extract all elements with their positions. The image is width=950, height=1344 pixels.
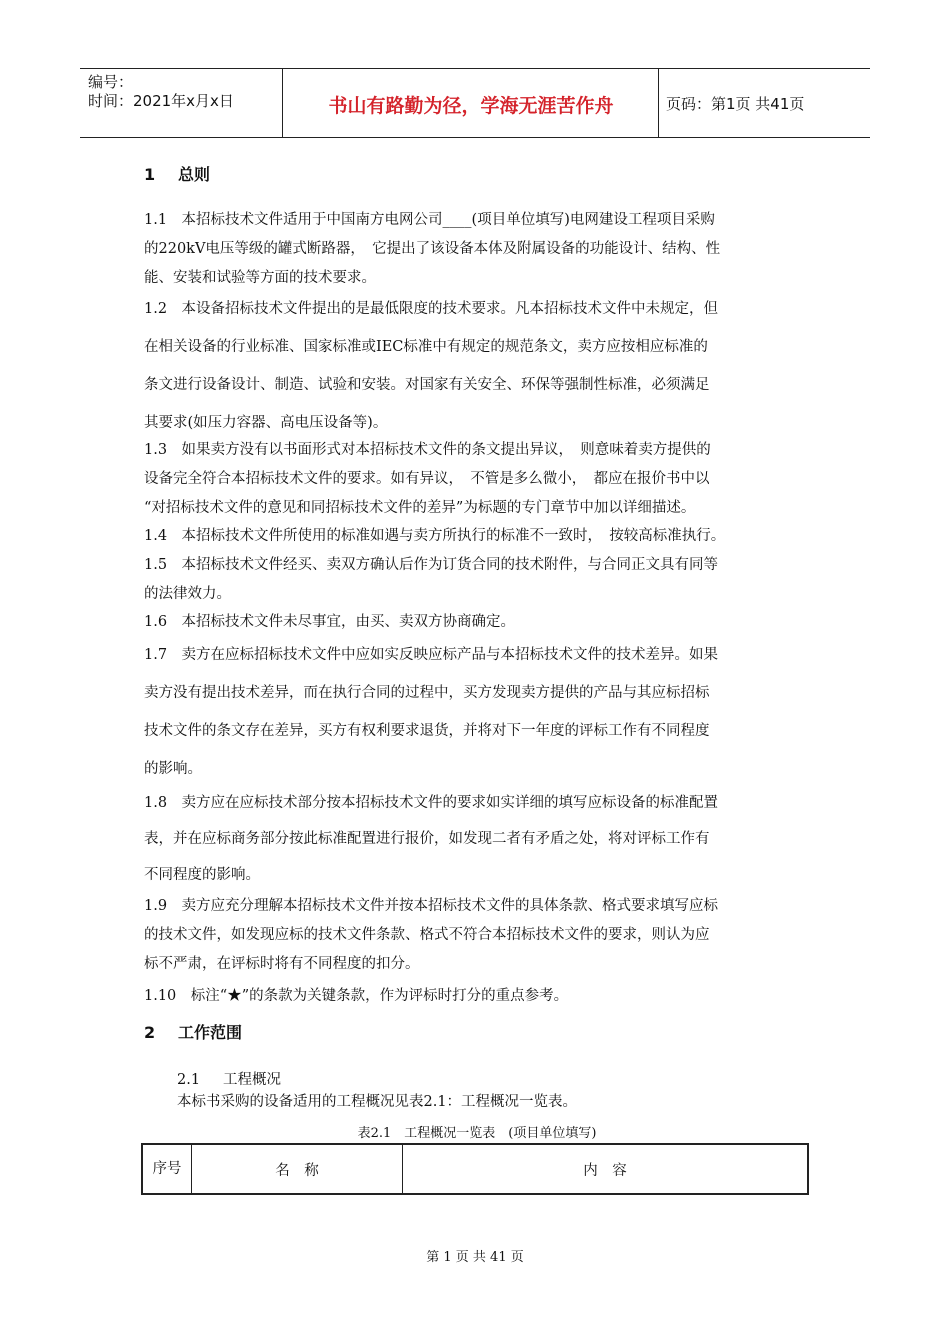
clause-line: 的影响。 [144,761,202,777]
date-label: 时间：2021年x月x日 [88,92,234,110]
clause-line: 卖方没有提出技术差异，而在执行合同的过程中，买方发现卖方提供的产品与其应标招标 [144,685,710,701]
project-overview-table [141,1143,809,1195]
clause-line: 1.5 本招标技术文件经买、卖双方确认后作为订货合同的技术附件，与合同正文具有同等 [144,557,719,573]
column-header-name: 名 称 [192,1144,403,1194]
clause-1-5 [144,551,810,609]
clause-line: 条文进行设备设计、制造、试验和安装。对国家有关安全、环保等强制性标准，必须满足 [144,377,710,393]
subsection-number: 2.1 [177,1072,201,1088]
header-meta [88,73,234,111]
body-text: 本标书采购的设备适用的工程概况见表2.1：工程概况一览表。 [177,1094,578,1110]
page-header [80,68,870,138]
section-number: 2 [144,1023,156,1042]
subsection-heading [177,1068,281,1089]
clause-1-8 [144,785,810,893]
column-header-index: 序号 [142,1144,192,1194]
clause-line: 1.7 卖方在应标招标技术文件中应如实反映应标产品与本招标技术文件的技术差异。如果 [144,647,719,663]
clause-line: 1.4 本招标技术文件所使用的标准如遇与卖方所执行的标准不一致时， 按较高标准执行。 [144,528,726,544]
clause-line: 能、安装和试验等方面的技术要求。 [144,270,376,286]
table-caption: 表2.1 工程概况一览表 (项目单位填写) [357,1126,597,1141]
clause-line: 1.8 卖方应在应标技术部分按本招标技术文件的要求如实详细的填写应标设备的标准配置 [144,795,719,811]
clause-line: 的技术文件，如发现应标的技术文件条款、格式不符合本招标技术文件的要求，则认为应 [144,927,710,943]
clause-line: 不同程度的影响。 [144,867,260,883]
clause-line: “对招标技术文件的意见和同招标技术文件的差异”为标题的专门章节中加以详细描述。 [144,500,696,516]
clause-line: 其要求(如压力容器、高电压设备等)。 [144,415,388,431]
section-heading [144,1020,242,1043]
clause-line: 1.10 标注“★”的条款为关键条款，作为评标时打分的重点参考。 [144,988,569,1004]
clause-1-2 [144,290,810,442]
clause-line: 在相关设备的行业标准、国家标准或IEC标准中有规定的规范条文，卖方应按相应标准的 [144,339,708,355]
clause-line: 的220kV电压等级的罐式断路器， 它提出了该设备本体及附属设备的功能设计、结构、性 [144,241,721,257]
column-header-content: 内 容 [403,1144,809,1194]
clause-line: 设备完全符合本招标技术文件的要求。如有异议， 不管是多么微小， 都应在报价书中以 [144,471,710,487]
clause-1-7 [144,636,810,788]
clause-1-10 [144,982,810,1011]
clause-line: 1.9 卖方应充分理解本招标技术文件并按本招标技术文件的具体条款、格式要求填写应标 [144,898,719,914]
section-heading [144,162,210,185]
section-title: 总则 [178,165,211,184]
clause-line: 1.2 本设备招标技术文件提出的是最低限度的技术要求。凡本招标技术文件中未规定，但 [144,301,719,317]
clause-1-3 [144,436,810,523]
subsection-title: 工程概况 [223,1072,281,1088]
clause-1-9 [144,892,810,979]
section-number: 1 [144,165,156,184]
clause-line: 1.3 如果卖方没有以书面形式对本招标技术文件的条文提出异议， 则意味着卖方提供的 [144,442,711,458]
page-footer: 第 1 页 共 41 页 [426,1250,524,1265]
clause-1-4 [144,522,810,551]
section-title: 工作范围 [178,1023,243,1042]
clause-line: 技术文件的条文存在差异，买方有权利要求退货，并将对下一年度的评标工作有不同程度 [144,723,710,739]
clause-line: 表，并在应标商务部分按此标准配置进行报价，如发现二者有矛盾之处，将对评标工作有 [144,831,710,847]
table-header-row [142,1144,808,1194]
clause-line: 1.1 本招标技术文件适用于中国南方电网公司____(项目单位填写)电网建设工程项目采购 [144,212,715,228]
clause-1-6 [144,608,810,637]
header-divider [658,69,659,137]
clause-line: 的法律效力。 [144,586,231,602]
header-page-number: 页码：第1页 共41页 [666,95,805,113]
clause-1-1 [144,206,810,293]
header-divider [282,69,283,137]
number-label: 编号： [88,73,134,91]
clause-line: 1.6 本招标技术文件未尽事宜，由买、卖双方协商确定。 [144,614,516,630]
header-motto: 书山有路勤为径，学海无涯苦作舟 [328,95,614,117]
clause-line: 标不严肃，在评标时将有不同程度的扣分。 [144,956,420,972]
